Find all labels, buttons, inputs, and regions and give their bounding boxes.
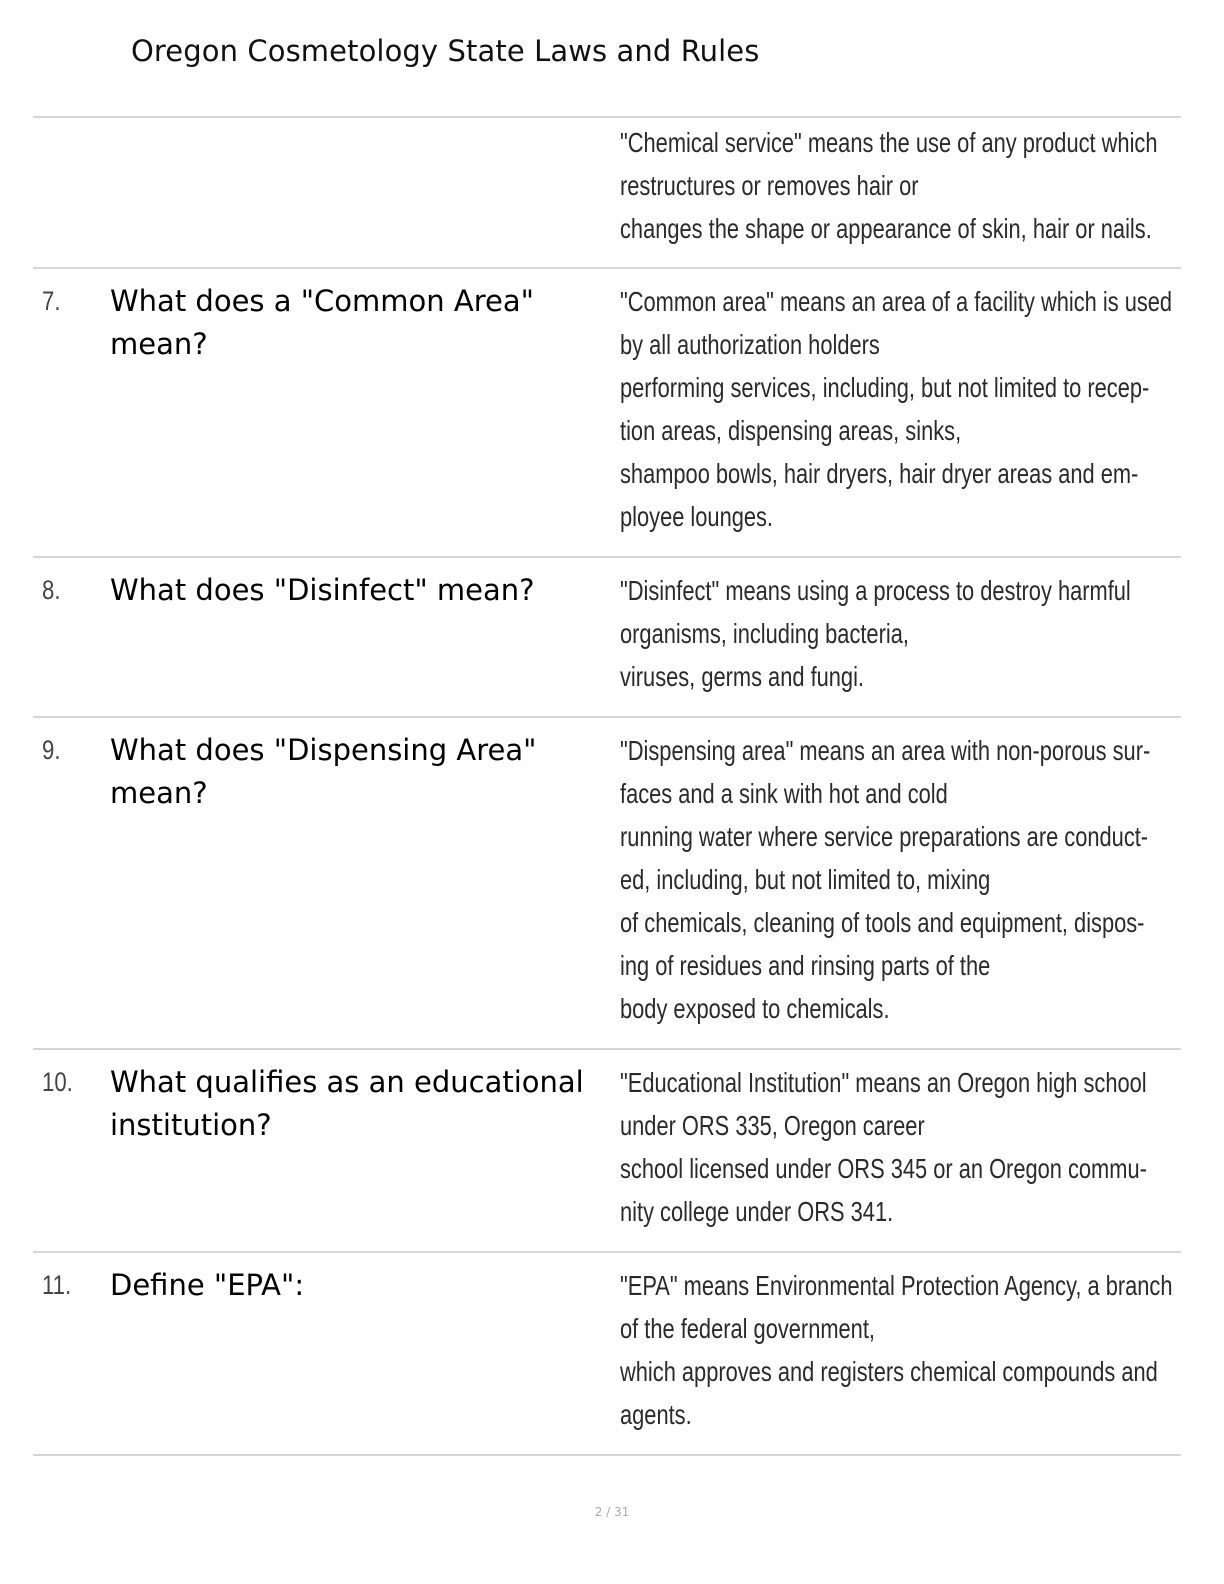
question-number: 8. [42, 575, 61, 605]
answer-line: viruses, germs and fungi. [620, 661, 864, 692]
answer-line: organisms, including bacteria, [620, 618, 909, 649]
row-divider [33, 1454, 1181, 1456]
answer-line: ing of residues and rinsing parts of the [620, 950, 991, 981]
answer-line: faces and a sink with hot and cold [620, 778, 948, 809]
answer-line: under ORS 335, Oregon career [620, 1110, 925, 1141]
answer-line: shampoo bowls, hair dryers, hair dryer areas and em- [620, 458, 1139, 489]
answer-line: body exposed to chemicals. [620, 993, 890, 1024]
answer-line: ed, including, but not limited to, mixing [620, 864, 991, 895]
answer-line: running water where service preparations are conduct- [620, 821, 1149, 852]
row-divider [33, 716, 1181, 718]
question-text: What does "Disinfect" mean? [110, 573, 535, 607]
question-text: What does a "Common Area" mean? [110, 284, 534, 361]
answer-text [620, 569, 1180, 698]
question-number: 11. [42, 1270, 72, 1300]
answer-line: which approves and registers chemical compounds and [620, 1356, 1158, 1387]
answer-line: of the federal government, [620, 1313, 875, 1344]
answer-line: restructures or removes hair or [620, 170, 919, 201]
question-text: What does "Dispensing Area" mean? [110, 733, 537, 810]
answer-line: of chemicals, cleaning of tools and equipment, dispos- [620, 907, 1145, 938]
page-number: 2 / 31 [594, 1505, 630, 1519]
answer-line: changes the shape or appearance of skin, hair or nails. [620, 213, 1152, 244]
answer-line: "EPA" means Environmental Protection Agency, a branch [620, 1270, 1173, 1301]
question-number: 7. [42, 286, 61, 316]
row-divider [33, 556, 1181, 558]
answer-line: "Dispensing area" means an area with non-porous sur- [620, 735, 1151, 766]
answer-text [620, 1061, 1180, 1233]
row-divider [33, 1048, 1181, 1050]
answer-line: "Common area" means an area of a facility which is used [620, 286, 1173, 317]
answer-line: "Educational Institution" means an Oregon high school [620, 1067, 1147, 1098]
answer-text [620, 121, 1180, 250]
question-number: 9. [42, 735, 61, 765]
answer-text [620, 280, 1180, 538]
answer-line: ployee lounges. [620, 501, 774, 532]
answer-line: school licensed under ORS 345 or an Oregon commu- [620, 1153, 1147, 1184]
row-divider [33, 267, 1181, 269]
row-divider [33, 116, 1181, 118]
answer-text [620, 1264, 1180, 1436]
answer-line: tion areas, dispensing areas, sinks, [620, 415, 962, 446]
question-number: 10. [42, 1067, 73, 1097]
answer-line: nity college under ORS 341. [620, 1196, 894, 1227]
answer-text [620, 729, 1180, 1030]
answer-line: by all authorization holders [620, 329, 880, 360]
question-text: What qualifies as an educational institution? [110, 1065, 584, 1142]
answer-line: performing services, including, but not limited to recep- [620, 372, 1150, 403]
question-text: Define "EPA": [110, 1268, 305, 1302]
answer-line: "Chemical service" means the use of any product which [620, 127, 1158, 158]
document-title: Oregon Cosmetology State Laws and Rules [131, 34, 760, 68]
answer-line: "Disinfect" means using a process to destroy harmful [620, 575, 1131, 606]
row-divider [33, 1251, 1181, 1253]
answer-line: agents. [620, 1399, 692, 1430]
